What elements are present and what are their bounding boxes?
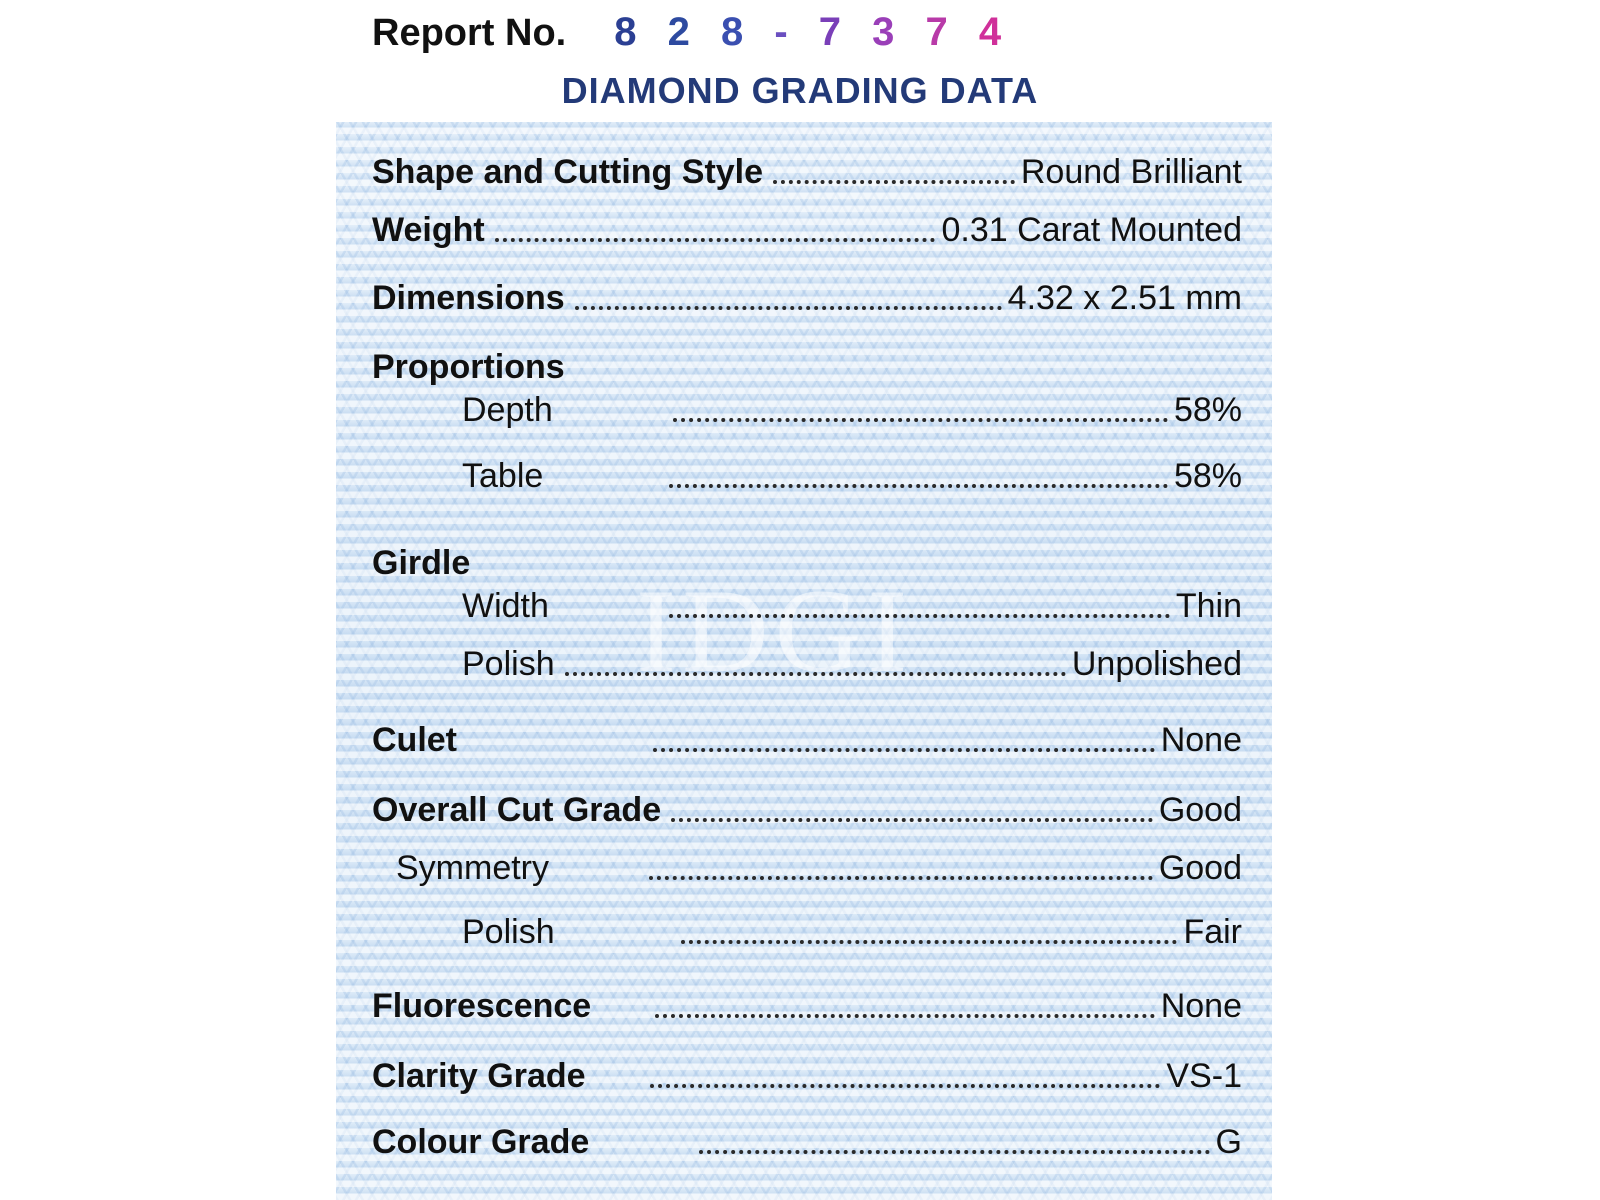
row-value: 4.32 x 2.51 mm <box>1007 279 1242 317</box>
row-value: Unpolished <box>1071 645 1242 683</box>
row-label: Shape and Cutting Style <box>372 153 764 191</box>
document-title: DIAMOND GRADING DATA <box>561 70 1039 111</box>
row-value: VS-1 <box>1166 1057 1242 1095</box>
leader-dots <box>699 1150 1209 1154</box>
row-value: Fair <box>1183 913 1242 951</box>
row-clarity-grade <box>372 1052 1242 1096</box>
report-number <box>614 10 1011 55</box>
row-value: Good <box>1158 791 1242 829</box>
report-digit: 4 <box>978 10 1012 54</box>
row-symmetry <box>372 844 1242 888</box>
row-label: Symmetry <box>396 849 549 887</box>
row-label: Depth <box>462 391 553 429</box>
leader-dots <box>650 1084 1161 1088</box>
row-dimensions <box>372 274 1242 318</box>
leader-dots <box>773 180 1015 184</box>
row-weight <box>372 206 1242 250</box>
row-overall-cut-grade <box>372 786 1242 830</box>
leader-dots <box>673 418 1168 422</box>
row-polish <box>372 908 1242 952</box>
row-girdle-width <box>372 582 1242 626</box>
report-digit: 2 <box>667 10 700 54</box>
section-girdle: Girdle <box>372 544 471 582</box>
row-value: 58% <box>1173 457 1242 495</box>
leader-dots <box>671 818 1153 822</box>
report-digit: 7 <box>925 10 958 54</box>
watermark-logo: IDGI <box>636 564 914 697</box>
row-label: Fluorescence <box>372 987 592 1025</box>
row-value: 0.31 Carat Mounted <box>941 211 1242 249</box>
row-label: Width <box>462 587 549 625</box>
row-depth <box>372 386 1242 430</box>
row-value: Good <box>1158 849 1242 887</box>
report-number-line <box>372 10 1011 60</box>
row-label: Dimensions <box>372 279 565 317</box>
leader-dots <box>565 672 1066 676</box>
row-label: Colour Grade <box>372 1123 590 1161</box>
report-digit: 8 <box>614 10 647 54</box>
leader-dots <box>649 876 1153 880</box>
row-label: Culet <box>372 721 457 759</box>
row-value: None <box>1160 987 1242 1025</box>
row-value: G <box>1215 1123 1242 1161</box>
row-culet <box>372 716 1242 760</box>
leader-dots <box>653 748 1155 752</box>
leader-dots <box>669 484 1168 488</box>
report-digit: - <box>774 10 798 54</box>
row-value: 58% <box>1173 391 1242 429</box>
row-label: Polish <box>462 645 555 683</box>
leader-dots <box>495 238 936 242</box>
row-fluorescence <box>372 982 1242 1026</box>
row-colour-grade <box>372 1118 1242 1162</box>
row-label: Table <box>462 457 544 495</box>
row-value: None <box>1160 721 1242 759</box>
row-value: Round Brilliant <box>1020 153 1242 191</box>
row-label: Polish <box>462 913 555 951</box>
leader-dots <box>669 614 1170 618</box>
report-digit: 3 <box>872 10 905 54</box>
row-value: Thin <box>1175 587 1242 625</box>
section-proportions: Proportions <box>372 348 565 386</box>
row-label: Overall Cut Grade <box>372 791 662 829</box>
report-digit: 7 <box>818 10 852 54</box>
row-table <box>372 452 1242 496</box>
row-label: Weight <box>372 211 485 249</box>
row-girdle-polish <box>372 640 1242 684</box>
report-label: Report No. <box>372 12 567 54</box>
leader-dots <box>655 1014 1155 1018</box>
leader-dots <box>681 940 1178 944</box>
leader-dots <box>575 306 1002 310</box>
row-label: Clarity Grade <box>372 1057 586 1095</box>
report-digit: 8 <box>720 10 754 54</box>
row-shape <box>372 148 1242 192</box>
